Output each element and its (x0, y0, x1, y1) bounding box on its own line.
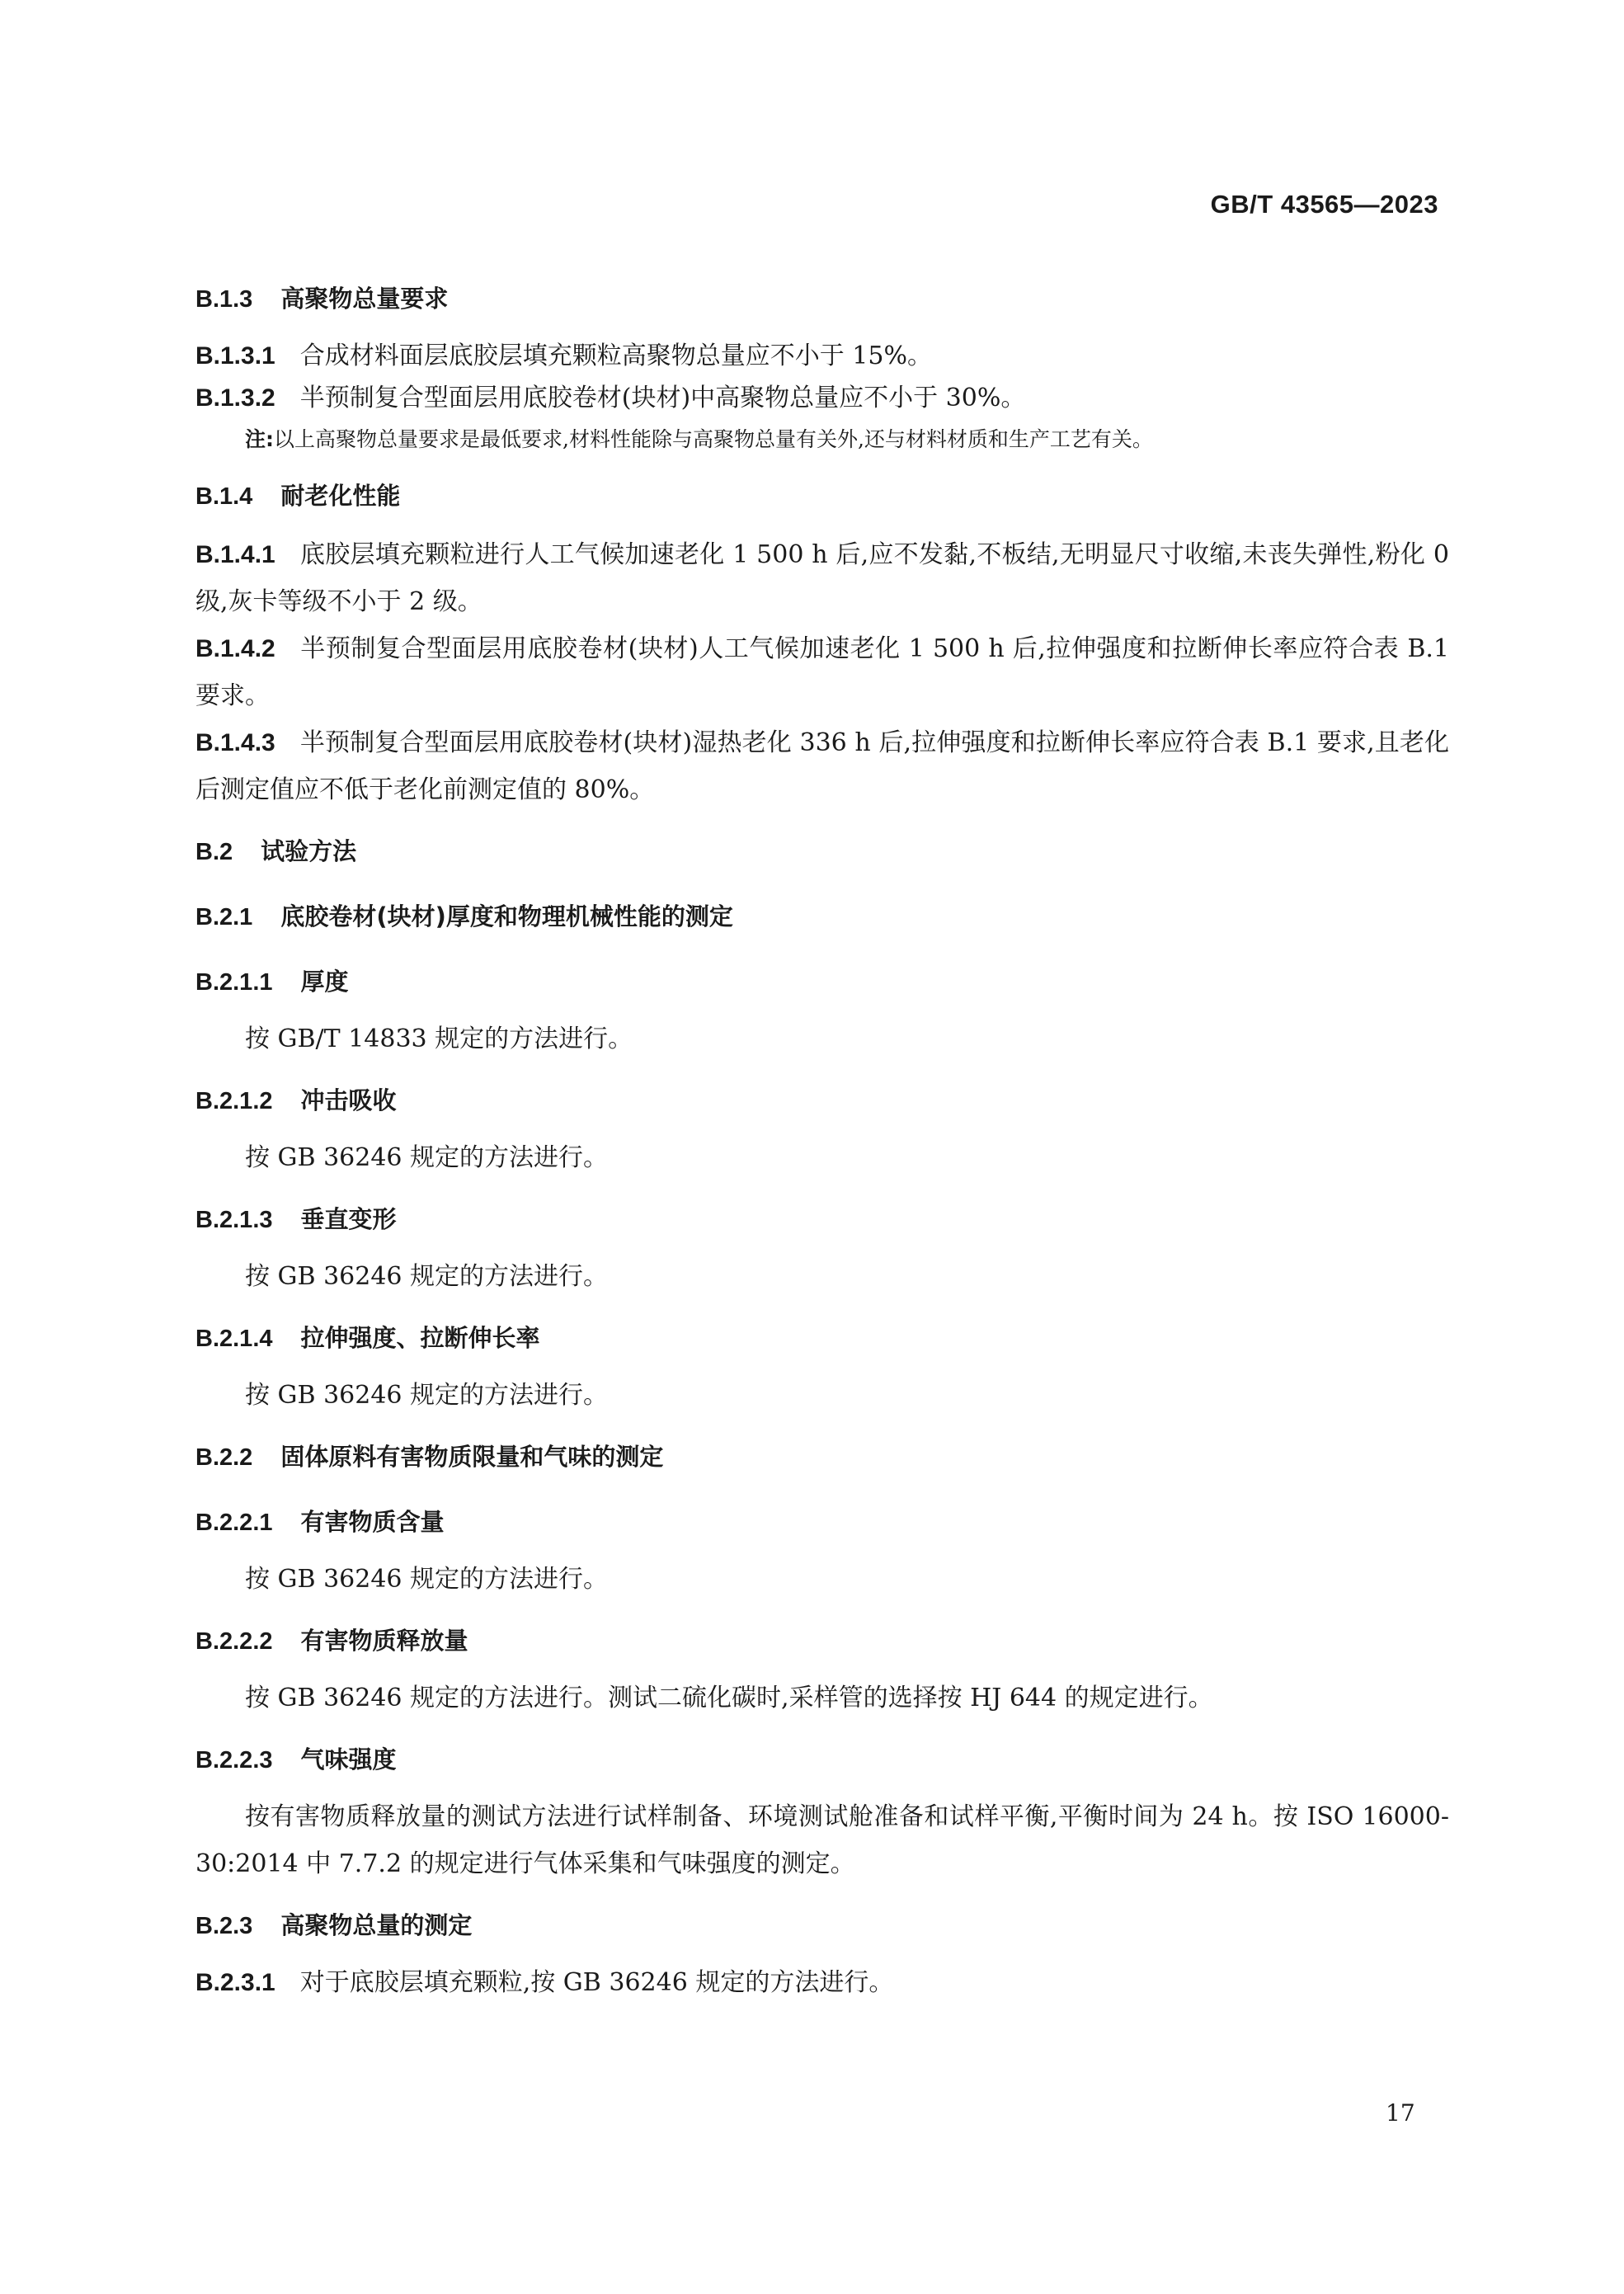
paragraph-b-1-3-1 (195, 332, 1449, 379)
section-number: B.2.2.2 (195, 1628, 273, 1655)
section-number: B.2.1.4 (195, 1326, 273, 1352)
paragraph-b-2-1-4: 按 GB 36246 规定的方法进行。 (245, 1381, 609, 1410)
section-title: 底胶卷材(块材)厚度和物理机械性能的测定 (280, 902, 733, 930)
heading-b-2-1 (195, 898, 1449, 935)
heading-b-2-1-1 (195, 963, 1449, 1001)
clause-number: B.1.4.2 (195, 635, 275, 662)
paragraph-b-2-2-2: 按 GB 36246 规定的方法进行。测试二硫化碳时,采样管的选择按 HJ 644 的规定进行。 (245, 1684, 1213, 1712)
clause-number: B.1.4.3 (195, 729, 275, 756)
note (195, 423, 1449, 456)
section-title: 气味强度 (300, 1745, 397, 1773)
section-number: B.1.3 (195, 286, 253, 313)
note-text: 以上高聚物总量要求是最低要求,材料性能除与高聚物总量有关外,还与材料材质和生产工艺有关。 (274, 427, 1153, 451)
paragraph-b-1-4-1 (195, 531, 1449, 625)
heading-b-2-1-2 (195, 1082, 1449, 1119)
paragraph-b-1-3-2 (195, 374, 1449, 422)
heading-b-2-1-4 (195, 1320, 1449, 1357)
section-number: B.2.2.1 (195, 1510, 273, 1536)
heading-b-2-2-1 (195, 1504, 1449, 1541)
heading-b-2-1-3 (195, 1201, 1449, 1238)
section-number: B.1.4 (195, 483, 253, 510)
section-title: 厚度 (300, 968, 349, 996)
clause-number: B.1.3.1 (195, 342, 275, 370)
heading-b-1-4 (195, 478, 1449, 515)
section-title: 高聚物总量要求 (280, 285, 449, 313)
note-label: 注: (245, 427, 274, 451)
section-title: 耐老化性能 (280, 482, 401, 510)
section-number: B.2.1 (195, 904, 253, 930)
clause-text: 半预制复合型面层用底胶卷材(块材)湿热老化 336 h 后,拉伸强度和拉断伸长率应符合表 B.1 要求,且老化后测定值应不低于老化前测定值的 80%。 (195, 728, 1449, 804)
heading-b-1-3 (195, 280, 1449, 318)
section-title: 高聚物总量的测定 (280, 1911, 473, 1939)
section-title: 拉伸强度、拉断伸长率 (300, 1324, 540, 1352)
section-title: 有害物质含量 (300, 1508, 445, 1536)
section-title: 试验方法 (261, 837, 357, 865)
heading-b-2 (195, 833, 1449, 870)
section-number: B.2.3 (195, 1913, 253, 1939)
paragraph-b-2-1-3: 按 GB 36246 规定的方法进行。 (245, 1262, 609, 1291)
clause-text: 合成材料面层底胶层填充颗粒高聚物总量应不小于 15%。 (299, 342, 932, 370)
paragraph-b-1-4-2 (195, 625, 1449, 719)
section-number: B.2.1.3 (195, 1207, 273, 1233)
heading-b-2-3 (195, 1907, 1449, 1944)
heading-b-2-2-3 (195, 1741, 1449, 1778)
section-number: B.2 (195, 839, 233, 865)
section-number: B.2.1.2 (195, 1088, 273, 1114)
standard-code: GB/T 43565—2023 (1210, 190, 1438, 219)
document-body (195, 280, 1449, 2006)
clause-text: 底胶层填充颗粒进行人工气候加速老化 1 500 h 后,应不发黏,不板结,无明显尺寸收缩,未丧失弹性,粉化 0 级,灰卡等级不小于 2 级。 (195, 540, 1449, 616)
paragraph-b-2-2-3: 按有害物质释放量的测试方法进行试样制备、环境测试舱准备和试样平衡,平衡时间为 24 h。按 ISO 16000-30:2014 中 7.7.2 的规定进行气体采集和气味强度的测定。 (195, 1802, 1449, 1878)
paragraph-b-2-1-2: 按 GB 36246 规定的方法进行。 (245, 1143, 609, 1172)
paragraph-b-1-4-3 (195, 719, 1449, 813)
paragraph-b-2-2-1: 按 GB 36246 规定的方法进行。 (245, 1565, 609, 1594)
clause-text: 半预制复合型面层用底胶卷材(块材)人工气候加速老化 1 500 h 后,拉伸强度和拉断伸长率应符合表 B.1 要求。 (195, 634, 1449, 710)
section-number: B.2.1.1 (195, 969, 273, 996)
section-title: 冲击吸收 (300, 1086, 397, 1114)
heading-b-2-2 (195, 1439, 1449, 1476)
clause-text: 对于底胶层填充颗粒,按 GB 36246 规定的方法进行。 (299, 1968, 894, 1997)
heading-b-2-2-2 (195, 1623, 1449, 1660)
paragraph-b-2-1-1: 按 GB/T 14833 规定的方法进行。 (245, 1025, 633, 1053)
paragraph-b-2-3-1 (195, 1959, 1449, 2006)
clause-number: B.2.3.1 (195, 1969, 275, 1996)
section-number: B.2.2 (195, 1444, 253, 1471)
clause-number: B.1.4.1 (195, 541, 275, 568)
page-number: 17 (1386, 2099, 1415, 2127)
section-number: B.2.2.3 (195, 1747, 273, 1773)
clause-number: B.1.3.2 (195, 384, 275, 412)
section-title: 垂直变形 (300, 1205, 397, 1233)
section-title: 固体原料有害物质限量和气味的测定 (280, 1443, 664, 1471)
clause-text: 半预制复合型面层用底胶卷材(块材)中高聚物总量应不小于 30%。 (299, 384, 1026, 412)
section-title: 有害物质释放量 (300, 1627, 468, 1655)
